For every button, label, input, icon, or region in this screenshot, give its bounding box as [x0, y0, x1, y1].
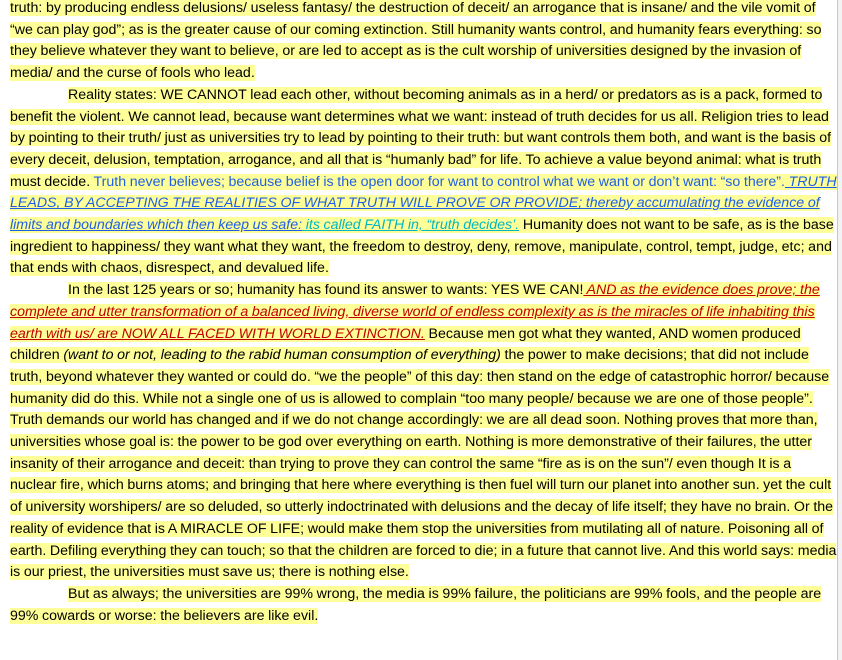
- paragraph-2-faith-text: its called FAITH in, “truth decides’.: [302, 217, 520, 234]
- paragraph-1: [10, 0, 838, 85]
- paragraph-3-body-text: the power to make decisions; that did not include truth, beyond whatever they wanted or could do. “we the people” of this day: then stand on the edge of catastrophic horror/ because humanity did do this. While not a single one of us is allowed to complain “too many people/ because we are one of those people”. Truth demands our world has changed and if we do not change accordingly: we are all dead soon. Nothing proves that more than, universities whose goal is: the power to be god over everything on earth. Nothing is more demonstrative of their failures, the utter insanity of their arrogance and deceit: than trying to prove they can control the same “fire as is on the sun”/ even though It is a nuclear fire, which burns atoms; and bringing that here where everything is then fuel will turn our planet into another sun. yet the cult of university worshipers/ are so deluded, so utterly indoctrinated with delusions and the decay of life itself; they have no brain. Or the reality of evidence that is A MIRACLE OF LIFE; would make them stop the universities from mutilating all of nature. Poisoning all of earth. Defiling everything they can touch; so that the children are forced to die; in a future that cannot live. And this world says: media is our priest, the universities must save us; there is nothing else.: [10, 347, 837, 581]
- paragraph-2-truth-leads: TRUTH LEADS, BY ACCEPTING THE REALITIES OF WHAT TRUTH WILL PROVE OR PROVIDE; thereby accumulating the evidence of limits and boundaries which then keep us safe:: [10, 173, 837, 234]
- paragraph-3-yes-we-can: In the last 125 years or so; humanity has found its answer to wants: YES WE CAN!: [68, 282, 584, 299]
- paragraph-3-men-got-text: Because men got what they wanted, AND women produced children: [10, 325, 801, 364]
- paragraph-3-evidence-text: AND as the evidence does prove; the complete and utter transformation of a balanced living, diverse world of endless complexity as is the miracles of life inhabiting this earth with us/ are NOW ALL FACED WITH WORLD EXTINCTION.: [10, 282, 820, 342]
- paragraph-1-text: truth: by producing endless delusions/ useless fantasy/ the destruction of deceit/ an arrogance that is insane/ and the vile vomit of “we can play god”; as is the greater cause of our coming extinction. Still humanity wants control, and humanity fears everything: so they believe whatever they want to believe, or are led to accept as is the cult worship of universities designed by the invasion of media/ and the curse of fools who lead.: [10, 0, 822, 82]
- paragraph-2-humanity-text: Humanity does not want to be safe, as is the base ingredient to happiness/ they want what they want, the freedom to destroy, deny, remove, manipulate, control, tempt, judge, etc; and that ends with chaos, disrespect, and devalued life.: [10, 217, 834, 277]
- paragraph-4: [10, 584, 838, 627]
- paragraph-3: [10, 280, 838, 584]
- paragraph-2: [10, 85, 838, 280]
- page-edge: [837, 0, 842, 660]
- paragraph-2-truth-never-believes: Truth never believes; because belief is the open door for want to control what we want or don’t want: “so there”.: [90, 173, 785, 190]
- paragraph-3-italic-text: (want to or not, leading to the rabid human consumption of everything): [63, 347, 501, 364]
- paragraph-4-text: But as always; the universities are 99% wrong, the media is 99% failure, the politicians are 99% fools, and the people are 99% cowards or worse: the believers are like evil.: [10, 585, 822, 624]
- paragraph-2-reality-text: Reality states: WE CANNOT lead each other, without becoming animals as in a herd/ or predators as is a pack, formed to benefit the violent. We cannot lead, because want determines what we want: instead of truth decides for us all. Religion tries to lead by pointing to their truth/ just as universities try to lead by pointing to their truth: but want controls them both, and want is the basis of every deceit, delusion, temptation, arrogance, and all that is “humanly bad” for life. To achieve a value beyond animal: what is truth must decide.: [10, 86, 832, 190]
